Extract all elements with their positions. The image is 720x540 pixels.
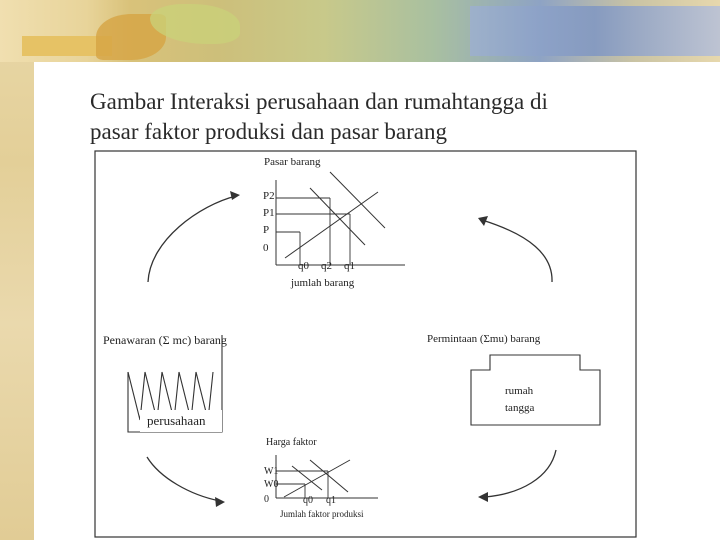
goods-price-label: 0 bbox=[263, 242, 269, 254]
household-label-line-1: rumah bbox=[505, 385, 534, 397]
household-house-outline bbox=[471, 355, 600, 425]
goods-axis-label: jumlah barang bbox=[291, 277, 355, 289]
factor-qty-label: q0 bbox=[303, 495, 313, 506]
arrowhead-icon bbox=[478, 492, 488, 502]
factor-price-label: W1 bbox=[264, 466, 279, 477]
goods-market-heading: Pasar barang bbox=[264, 156, 321, 168]
factor-price-label: W0 bbox=[264, 479, 279, 490]
factor-market-heading: Harga faktor bbox=[266, 437, 317, 448]
goods-price-label: P1 bbox=[263, 207, 275, 219]
arrowhead-icon bbox=[215, 497, 225, 507]
firm-label: perusahaan bbox=[147, 413, 206, 428]
factor-qty-label: q1 bbox=[326, 495, 336, 506]
goods-supply-curve bbox=[285, 192, 378, 258]
goods-price-label: P2 bbox=[263, 190, 275, 202]
slide-title-line-1: Gambar Interaksi perusahaan dan rumahtangga di bbox=[90, 89, 548, 114]
goods-demand-curve-1 bbox=[310, 188, 365, 245]
factor-price-label: 0 bbox=[264, 494, 269, 505]
factor-axis-label: Jumlah faktor produksi bbox=[280, 509, 364, 519]
factor-payment-flow-arrow bbox=[147, 457, 220, 501]
goods-qty-label: q0 bbox=[298, 260, 309, 272]
factor-supply-flow-arrow bbox=[485, 450, 556, 497]
household-label-line-2: tangga bbox=[505, 402, 535, 414]
slide-title-line-2: pasar faktor produksi dan pasar barang bbox=[90, 119, 448, 144]
goods-qty-label: q1 bbox=[344, 260, 355, 272]
goods-price-label: P bbox=[263, 224, 270, 236]
demand-label: Permintaan (Σmu) barang bbox=[427, 333, 541, 345]
supply-label: Penawaran (Σ mc) barang bbox=[103, 333, 227, 347]
supply-flow-arrow bbox=[148, 196, 236, 282]
arrowhead-icon bbox=[230, 191, 240, 200]
demand-flow-arrow bbox=[482, 220, 552, 282]
goods-qty-label: q2 bbox=[321, 260, 332, 272]
